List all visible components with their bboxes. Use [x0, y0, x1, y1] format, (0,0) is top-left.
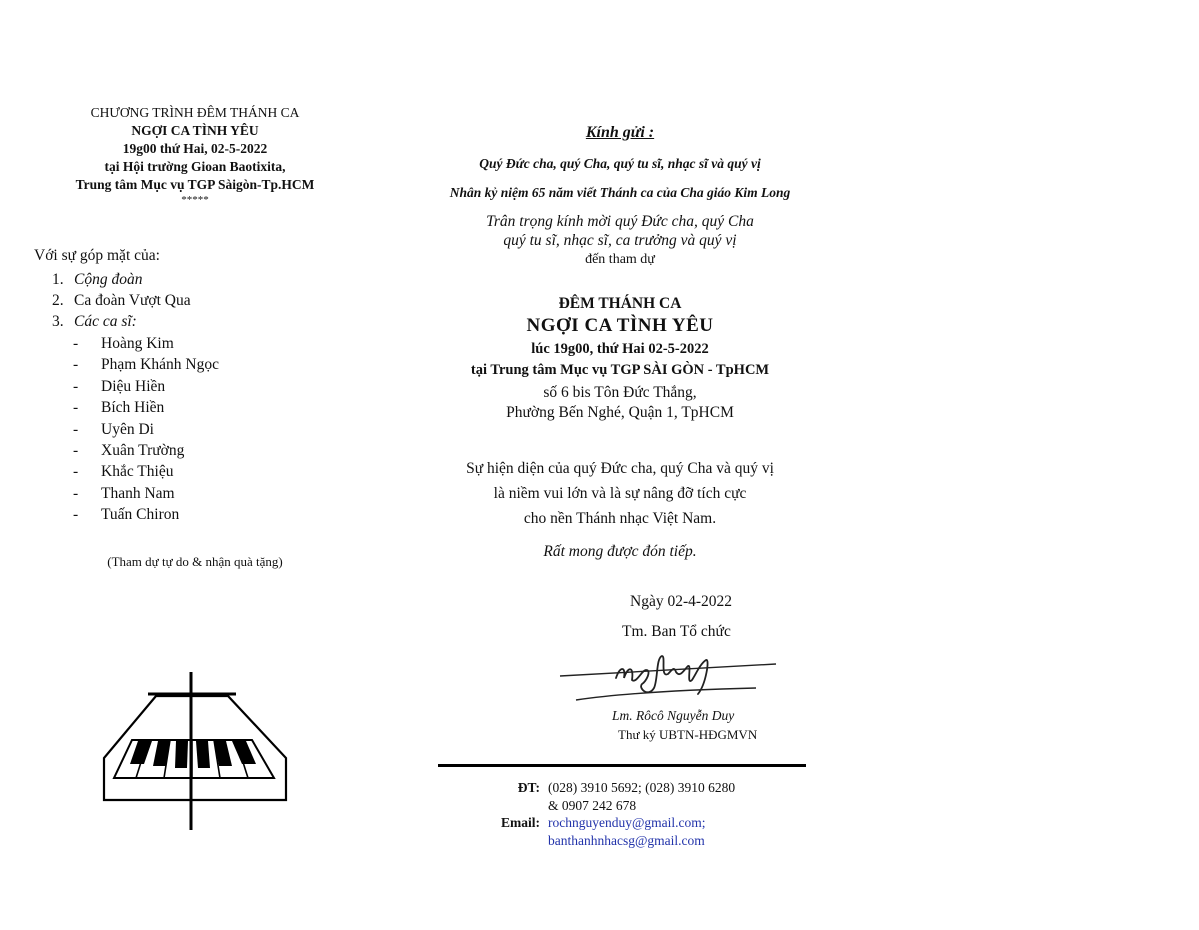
singer-name: Thanh Nam [101, 484, 175, 502]
invite-line: quý tu sĩ, nhạc sĩ, ca trưởng và quý vị [503, 232, 737, 249]
list-text: Cộng đoàn [74, 271, 143, 288]
greeting-text: Kính gửi : [585, 124, 655, 141]
letter-date: Ngày 02-4-2022 [630, 593, 733, 610]
message-line: Sự hiện diện của quý Đức cha, quý Cha và quý vị [466, 460, 774, 477]
address-line: số 6 bis Tôn Đức Thắng, [543, 384, 697, 401]
list-item [73, 461, 219, 482]
singer-name: Bích Hiền [101, 399, 165, 417]
list-item [73, 440, 219, 461]
list-item [52, 269, 191, 290]
phone-label: ĐT: [517, 780, 540, 795]
singer-name: Phạm Khánh Ngọc [101, 356, 219, 374]
event-time: lúc 19g00, thứ Hai 02-5-2022 [531, 341, 709, 357]
spacer [490, 797, 548, 815]
invite-line: Trân trọng kính mời quý Đức cha, quý Cha [486, 213, 754, 230]
address-line: Phường Bến Nghé, Quận 1, TpHCM [506, 404, 734, 421]
singer-name: Diệu Hiền [101, 377, 166, 395]
list-item [73, 354, 219, 375]
program-center: Trung tâm Mục vụ TGP Sàigòn-Tp.HCM [75, 177, 315, 192]
email-label: Email: [501, 815, 540, 830]
singer-list [73, 333, 219, 526]
list-text: Ca đoàn Vượt Qua [74, 292, 191, 309]
event-address [430, 383, 810, 423]
list-item [52, 290, 191, 311]
list-dash: - [73, 377, 79, 395]
contact-row [490, 814, 735, 832]
list-dash: - [73, 484, 79, 502]
spacer [490, 832, 548, 850]
singer-name: Khắc Thiệu [101, 463, 174, 481]
list-dash: - [73, 506, 79, 524]
program-title: NGỢI CA TÌNH YÊU [131, 123, 259, 138]
list-dash: - [73, 420, 79, 438]
contact-row [490, 797, 735, 815]
invite-end: đến tham dự [585, 252, 655, 267]
welcome-text: Rất mong được đón tiếp. [543, 543, 697, 560]
contact-row [490, 832, 735, 850]
program-venue: tại Hội trường Gioan Baotixita, [104, 159, 286, 174]
list-item [52, 311, 191, 332]
list-number: 2. [52, 292, 64, 309]
signer-name: Lm. Rôcô Nguyễn Duy [612, 708, 735, 723]
organizer: Tm. Ban Tổ chức [622, 623, 731, 640]
divider [438, 764, 806, 767]
email-link[interactable]: banthanhnhacsg@gmail.com [548, 832, 705, 848]
list-number: 1. [52, 271, 64, 288]
event-place: tại Trung tâm Mục vụ TGP SÀI GÒN - TpHCM [470, 362, 770, 378]
event-heading: ĐÊM THÁNH CA [558, 295, 682, 312]
message-line: cho nền Thánh nhạc Việt Nam. [523, 510, 717, 527]
program-header [40, 104, 350, 206]
addressee: Quý Đức cha, quý Cha, quý tu sĩ, nhạc sĩ và quý vị [479, 156, 761, 171]
contact-row [490, 779, 735, 797]
list-dash: - [73, 399, 79, 417]
signer-role: Thư ký UBTN-HĐGMVN [618, 727, 758, 742]
invitation [430, 212, 810, 269]
occasion: Nhân kỷ niệm 65 năm viết Thánh ca của Cha giáo Kim Long [449, 185, 791, 200]
event-title: NGỢI CA TÌNH YÊU [526, 315, 714, 336]
program-stars: ***** [181, 194, 209, 206]
guest-list [52, 269, 191, 332]
phone-numbers: (028) 3910 5692; (028) 3910 6280 [548, 780, 736, 795]
list-item [73, 483, 219, 504]
contact-block [490, 779, 735, 849]
presence-message [430, 456, 810, 531]
signature-icon [556, 644, 780, 704]
phone-mobile: & 0907 242 678 [548, 797, 637, 813]
singer-name: Xuân Trường [101, 442, 185, 460]
list-item [73, 419, 219, 440]
list-item [73, 397, 219, 418]
list-item [73, 504, 219, 525]
list-dash: - [73, 335, 79, 352]
greeting [430, 124, 810, 142]
list-dash: - [73, 442, 79, 460]
list-number: 3. [52, 313, 64, 330]
message-line: là niềm vui lớn và là sự nâng đỡ tích cực [493, 485, 747, 502]
singer-name: Tuấn Chiron [101, 506, 180, 524]
guests-intro: Với sự góp mặt của: [34, 247, 160, 264]
program-heading: CHƯƠNG TRÌNH ĐÊM THÁNH CA [90, 105, 300, 120]
list-dash: - [73, 463, 79, 481]
list-dash: - [73, 356, 79, 374]
list-item [73, 333, 219, 354]
music-logo-icon [96, 668, 296, 834]
singer-name: Hoàng Kim [101, 335, 174, 352]
program-time: 19g00 thứ Hai, 02-5-2022 [122, 141, 268, 156]
singer-name: Uyên Di [101, 420, 154, 438]
list-item [73, 376, 219, 397]
free-entry-note: (Tham dự tự do & nhận quà tặng) [107, 554, 283, 569]
list-text: Các ca sĩ: [74, 313, 137, 330]
email-link[interactable]: rochnguyenduy@gmail.com; [548, 815, 706, 830]
